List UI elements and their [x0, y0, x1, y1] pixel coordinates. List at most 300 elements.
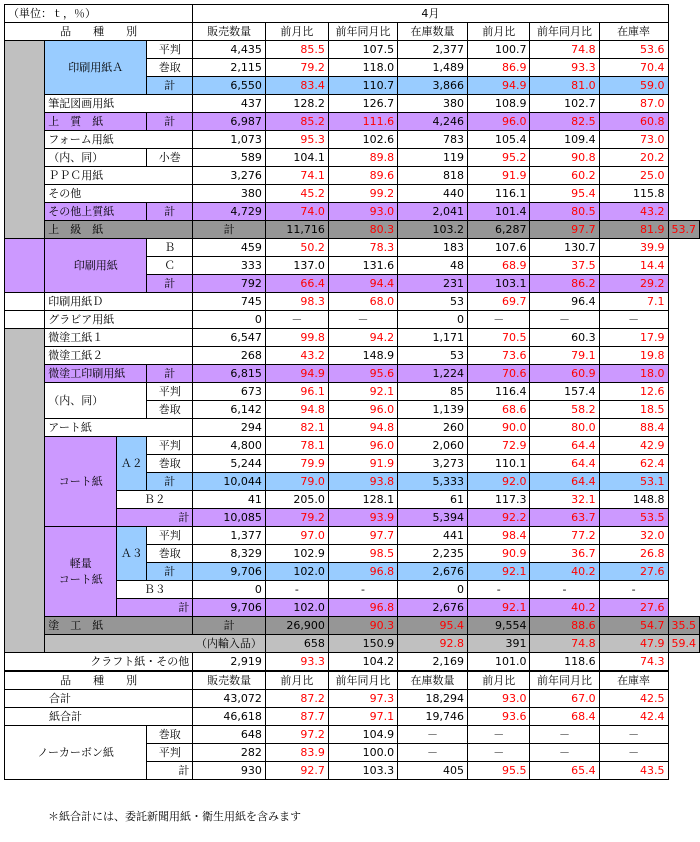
row-label: Ｂ２: [117, 491, 193, 509]
value-cell: 60.9: [530, 365, 599, 383]
value-cell: 405: [398, 762, 468, 780]
value-cell: 36.7: [530, 545, 599, 563]
value-cell: 78.3: [328, 239, 397, 257]
value-cell: 4,729: [193, 203, 266, 221]
table-row: [5, 41, 700, 59]
col-header-category: 品 種 別: [5, 671, 193, 690]
value-cell: －: [530, 726, 599, 744]
value-cell: 10,044: [193, 473, 266, 491]
value-cell: 37.5: [530, 257, 599, 275]
value-cell: 183: [398, 239, 468, 257]
header-row-unit: [5, 5, 700, 23]
value-cell: 88.4: [599, 419, 668, 437]
row-label: 平判: [147, 383, 193, 401]
table-row: [5, 221, 700, 239]
value-cell: 69.7: [467, 293, 529, 311]
value-cell: 3,273: [398, 455, 468, 473]
col-header-category: 品 種 別: [5, 23, 193, 41]
row-label: [45, 527, 117, 617]
value-cell: 92.0: [467, 473, 529, 491]
value-cell: 59.4: [668, 635, 700, 653]
value-cell: 6,547: [193, 329, 266, 347]
value-cell: 94.8: [328, 419, 397, 437]
value-cell: 3,866: [398, 77, 468, 95]
value-cell: 78.1: [265, 437, 328, 455]
table-row: [5, 437, 700, 455]
value-cell: 333: [193, 257, 266, 275]
value-cell: 0: [193, 581, 266, 599]
value-cell: 94.8: [265, 401, 328, 419]
row-label: 計: [147, 77, 193, 95]
value-cell: 101.4: [467, 203, 529, 221]
value-cell: 96.1: [265, 383, 328, 401]
value-cell: 50.2: [265, 239, 328, 257]
value-cell: 380: [398, 95, 468, 113]
value-cell: 119: [398, 149, 468, 167]
value-cell: 82.1: [265, 419, 328, 437]
col-header: 在庫数量: [398, 671, 468, 690]
value-cell: -: [467, 581, 529, 599]
footnote: ＊紙合計には、委託新聞用紙・衛生用紙を含みます: [48, 810, 301, 823]
row-label: 計: [117, 509, 193, 527]
value-cell: 150.9: [328, 635, 397, 653]
value-cell: 102.6: [328, 131, 397, 149]
row-label: コート紙: [45, 437, 117, 527]
table-row: [5, 293, 700, 311]
value-cell: 94.9: [467, 77, 529, 95]
row-label: フォーム用紙: [45, 131, 193, 149]
value-cell: 14.4: [599, 257, 668, 275]
row-label: 微塗工紙２: [45, 347, 193, 365]
value-cell: 74.1: [265, 167, 328, 185]
value-cell: 99.2: [328, 185, 397, 203]
value-cell: 20.2: [599, 149, 668, 167]
value-cell: 1,377: [193, 527, 266, 545]
value-cell: 117.3: [467, 491, 529, 509]
value-cell: －: [467, 726, 529, 744]
col-header: 前月比: [265, 671, 328, 690]
value-cell: 260: [398, 419, 468, 437]
value-cell: 26,900: [265, 617, 328, 635]
col-header: 在庫率: [599, 671, 668, 690]
value-cell: 102.0: [265, 599, 328, 617]
row-label: その他上質紙: [45, 203, 147, 221]
row-label: 合計: [5, 690, 193, 708]
value-cell: 92.8: [398, 635, 468, 653]
value-cell: 5,244: [193, 455, 266, 473]
value-cell: 17.9: [599, 329, 668, 347]
value-cell: 148.8: [599, 491, 668, 509]
value-cell: 18,294: [398, 690, 468, 708]
value-cell: 42.5: [599, 690, 668, 708]
value-cell: 74.8: [530, 41, 599, 59]
value-cell: 93.0: [467, 690, 529, 708]
value-cell: 1,139: [398, 401, 468, 419]
value-cell: 1,073: [193, 131, 266, 149]
value-cell: 18.5: [599, 401, 668, 419]
value-cell: 60.8: [599, 113, 668, 131]
row-label: アート紙: [45, 419, 193, 437]
row-label: 上 質 紙: [45, 113, 147, 131]
row-label: 平判: [147, 41, 193, 59]
value-cell: 231: [398, 275, 468, 293]
total-row: [5, 726, 700, 744]
value-cell: 5,333: [398, 473, 468, 491]
value-cell: 62.4: [599, 455, 668, 473]
value-cell: 64.4: [530, 473, 599, 491]
value-cell: 12.6: [599, 383, 668, 401]
sales-table: [4, 4, 700, 780]
value-cell: 1,224: [398, 365, 468, 383]
value-cell: 818: [398, 167, 468, 185]
value-cell: 2,169: [398, 653, 468, 672]
value-cell: 64.4: [530, 455, 599, 473]
value-cell: 87.7: [265, 708, 328, 726]
value-cell: 128.2: [265, 95, 328, 113]
value-cell: 1,171: [398, 329, 468, 347]
value-cell: －: [599, 726, 668, 744]
value-cell: 268: [193, 347, 266, 365]
row-label: （内、同）: [45, 149, 147, 167]
value-cell: 90.0: [467, 419, 529, 437]
value-cell: 81.9: [599, 221, 668, 239]
value-cell: 5,394: [398, 509, 468, 527]
value-cell: 118.6: [530, 653, 599, 672]
value-cell: 441: [398, 527, 468, 545]
table-row: [5, 239, 700, 257]
value-cell: 7.1: [599, 293, 668, 311]
value-cell: 0: [193, 311, 266, 329]
value-cell: 80.0: [530, 419, 599, 437]
value-cell: 6,287: [467, 221, 529, 239]
value-cell: 43.5: [599, 762, 668, 780]
row-label: 微塗工紙１: [45, 329, 193, 347]
row-label: 計: [147, 113, 193, 131]
value-cell: 26.8: [599, 545, 668, 563]
table-row: [5, 365, 700, 383]
row-label: 微塗工印刷用紙: [45, 365, 147, 383]
col-header: 前年同月比: [530, 671, 599, 690]
row-label: 巻取: [147, 726, 193, 744]
value-cell: 2,676: [398, 563, 468, 581]
value-cell: 2,235: [398, 545, 468, 563]
value-cell: 66.4: [265, 275, 328, 293]
table-row: [5, 419, 700, 437]
value-cell: 68.9: [467, 257, 529, 275]
row-label: 上 級 紙: [45, 221, 193, 239]
value-cell: 42.4: [599, 708, 668, 726]
value-cell: 205.0: [265, 491, 328, 509]
value-cell: 86.9: [467, 59, 529, 77]
row-label: 計: [147, 365, 193, 383]
value-cell: -: [530, 581, 599, 599]
row-label: 平判: [147, 744, 193, 762]
value-cell: 0: [398, 581, 468, 599]
value-cell: 54.7: [599, 617, 668, 635]
table-row: [5, 329, 700, 347]
value-cell: 157.4: [530, 383, 599, 401]
value-cell: 35.5: [668, 617, 700, 635]
row-label: 計: [147, 203, 193, 221]
value-cell: 45.2: [265, 185, 328, 203]
value-cell: 128.1: [328, 491, 397, 509]
value-cell: 783: [398, 131, 468, 149]
value-cell: －: [265, 311, 328, 329]
table-row: [5, 203, 700, 221]
row-label: （内、同）: [45, 383, 147, 419]
row-label: 紙合計: [5, 708, 193, 726]
row-label: 巻取: [147, 455, 193, 473]
value-cell: 95.6: [328, 365, 397, 383]
value-cell: 25.0: [599, 167, 668, 185]
value-cell: 18.0: [599, 365, 668, 383]
value-cell: 27.6: [599, 599, 668, 617]
value-cell: 102.7: [530, 95, 599, 113]
value-cell: 102.9: [265, 545, 328, 563]
table-row: [5, 149, 700, 167]
value-cell: 91.9: [328, 455, 397, 473]
value-cell: 82.5: [530, 113, 599, 131]
value-cell: 80.5: [530, 203, 599, 221]
value-cell: 92.2: [467, 509, 529, 527]
value-cell: 115.8: [599, 185, 668, 203]
value-cell: 101.0: [467, 653, 529, 672]
value-cell: 86.2: [530, 275, 599, 293]
total-row: [5, 708, 700, 726]
value-cell: 48: [398, 257, 468, 275]
value-cell: 53.7: [668, 221, 700, 239]
value-cell: 95.4: [530, 185, 599, 203]
value-cell: 87.2: [265, 690, 328, 708]
row-label: 平判: [147, 437, 193, 455]
value-cell: 90.3: [328, 617, 397, 635]
value-cell: 70.4: [599, 59, 668, 77]
value-cell: 107.5: [328, 41, 397, 59]
row-label: 計: [117, 599, 193, 617]
month-label: 4月: [193, 5, 668, 23]
value-cell: 93.3: [265, 653, 328, 672]
row-label: 巻取: [147, 545, 193, 563]
value-cell: 97.2: [265, 726, 328, 744]
value-cell: 60.2: [530, 167, 599, 185]
value-cell: 97.7: [328, 527, 397, 545]
value-cell: 42.9: [599, 437, 668, 455]
value-cell: 97.0: [265, 527, 328, 545]
value-cell: 85.5: [265, 41, 328, 59]
value-cell: 96.0: [328, 401, 397, 419]
value-cell: 96.0: [467, 113, 529, 131]
value-cell: 102.0: [265, 563, 328, 581]
value-cell: 74.0: [265, 203, 328, 221]
value-cell: 70.6: [467, 365, 529, 383]
value-cell: 109.4: [530, 131, 599, 149]
table-body: [5, 5, 700, 780]
value-cell: 3,276: [193, 167, 266, 185]
value-cell: 92.1: [467, 563, 529, 581]
value-cell: 116.1: [467, 185, 529, 203]
value-cell: 73.6: [467, 347, 529, 365]
value-cell: 93.8: [328, 473, 397, 491]
row-label: 平判: [147, 527, 193, 545]
table-row: [5, 131, 700, 149]
col-header: 在庫率: [599, 23, 668, 41]
group-label-line1: 軽量: [69, 556, 92, 570]
value-cell: 91.9: [467, 167, 529, 185]
value-cell: 105.4: [467, 131, 529, 149]
value-cell: 92.1: [328, 383, 397, 401]
value-cell: 107.6: [467, 239, 529, 257]
value-cell: 77.2: [530, 527, 599, 545]
value-cell: 43.2: [265, 347, 328, 365]
value-cell: 11,716: [265, 221, 328, 239]
col-header: 前月比: [265, 23, 328, 41]
value-cell: 6,550: [193, 77, 266, 95]
value-cell: 96.4: [530, 293, 599, 311]
table-row: [5, 635, 700, 653]
value-cell: 60.3: [530, 329, 599, 347]
value-cell: 108.9: [467, 95, 529, 113]
value-cell: 46,618: [193, 708, 266, 726]
value-cell: 89.8: [328, 149, 397, 167]
value-cell: 40.2: [530, 599, 599, 617]
value-cell: 53.1: [599, 473, 668, 491]
value-cell: 93.6: [467, 708, 529, 726]
value-cell: 100.0: [328, 744, 397, 762]
value-cell: 53: [398, 347, 468, 365]
col-header: 在庫数量: [398, 23, 468, 41]
value-cell: 4,800: [193, 437, 266, 455]
value-cell: 19,746: [398, 708, 468, 726]
value-cell: 10,085: [193, 509, 266, 527]
table-row: [5, 167, 700, 185]
table-row: [5, 113, 700, 131]
value-cell: 70.5: [467, 329, 529, 347]
row-label: （内輸入品）: [45, 635, 266, 653]
value-cell: 95.2: [467, 149, 529, 167]
value-cell: 137.0: [265, 257, 328, 275]
value-cell: 32.0: [599, 527, 668, 545]
value-cell: 73.0: [599, 131, 668, 149]
row-label: 印刷用紙: [45, 239, 147, 293]
value-cell: 459: [193, 239, 266, 257]
row-label: グラビア用紙: [45, 311, 193, 329]
value-cell: 2,060: [398, 437, 468, 455]
value-cell: 93.3: [530, 59, 599, 77]
value-cell: 79.9: [265, 455, 328, 473]
value-cell: 104.9: [328, 726, 397, 744]
row-label: 計: [193, 221, 266, 239]
value-cell: 110.1: [467, 455, 529, 473]
table-row: [5, 347, 700, 365]
value-cell: 98.4: [467, 527, 529, 545]
value-cell: 2,919: [193, 653, 266, 672]
value-cell: 2,676: [398, 599, 468, 617]
table-row: [5, 95, 700, 113]
value-cell: 97.1: [328, 708, 397, 726]
value-cell: 440: [398, 185, 468, 203]
value-cell: 9,706: [193, 599, 266, 617]
value-cell: 67.0: [530, 690, 599, 708]
value-cell: 6,142: [193, 401, 266, 419]
value-cell: 32.1: [530, 491, 599, 509]
category-band: [5, 329, 45, 653]
row-label: Ｂ３: [117, 581, 193, 599]
unit-label: （単位：ｔ，％）: [5, 5, 193, 23]
value-cell: 98.3: [265, 293, 328, 311]
value-cell: 104.1: [265, 149, 328, 167]
value-cell: 4,435: [193, 41, 266, 59]
value-cell: 9,706: [193, 563, 266, 581]
value-cell: 85.2: [265, 113, 328, 131]
value-cell: 87.0: [599, 95, 668, 113]
value-cell: 126.7: [328, 95, 397, 113]
value-cell: 79.2: [265, 59, 328, 77]
value-cell: 94.4: [328, 275, 397, 293]
value-cell: －: [530, 311, 599, 329]
category-band: [5, 41, 45, 239]
value-cell: －: [398, 726, 468, 744]
value-cell: 103.1: [467, 275, 529, 293]
value-cell: 148.9: [328, 347, 397, 365]
row-label: Ｃ: [147, 257, 193, 275]
row-label: 小巻: [147, 149, 193, 167]
value-cell: 111.6: [328, 113, 397, 131]
value-cell: －: [467, 744, 529, 762]
row-label: 印刷用紙Ｄ: [45, 293, 193, 311]
row-label: 筆記図画用紙: [45, 95, 193, 113]
row-label: 巻取: [147, 59, 193, 77]
table-row: [5, 383, 700, 401]
value-cell: 81.0: [530, 77, 599, 95]
category-band: [5, 293, 45, 311]
value-cell: 294: [193, 419, 266, 437]
value-cell: 96.0: [328, 437, 397, 455]
value-cell: 6,815: [193, 365, 266, 383]
value-cell: 64.4: [530, 437, 599, 455]
col-header: 前年同月比: [328, 671, 397, 690]
value-cell: 1,489: [398, 59, 468, 77]
value-cell: 658: [265, 635, 328, 653]
row-label: Ｂ: [147, 239, 193, 257]
value-cell: 94.2: [328, 329, 397, 347]
value-cell: 89.6: [328, 167, 397, 185]
value-cell: 61: [398, 491, 468, 509]
category-band: [5, 239, 45, 293]
value-cell: 282: [193, 744, 266, 762]
value-cell: 79.2: [265, 509, 328, 527]
value-cell: 68.4: [530, 708, 599, 726]
row-label: 計: [147, 473, 193, 491]
value-cell: 83.4: [265, 77, 328, 95]
value-cell: 85: [398, 383, 468, 401]
value-cell: 930: [193, 762, 266, 780]
group-label-line2: コート紙: [58, 572, 103, 586]
col-header: 前年同月比: [530, 23, 599, 41]
value-cell: －: [530, 744, 599, 762]
value-cell: 104.2: [328, 653, 397, 672]
value-cell: -: [599, 581, 668, 599]
category-band: [5, 311, 45, 329]
row-label: クラフト紙・その他: [5, 653, 193, 672]
value-cell: 130.7: [530, 239, 599, 257]
value-cell: 6,987: [193, 113, 266, 131]
value-cell: 391: [467, 635, 529, 653]
value-cell: －: [599, 744, 668, 762]
value-cell: 58.2: [530, 401, 599, 419]
value-cell: 103.2: [398, 221, 468, 239]
value-cell: 94.9: [265, 365, 328, 383]
value-cell: 79.1: [530, 347, 599, 365]
